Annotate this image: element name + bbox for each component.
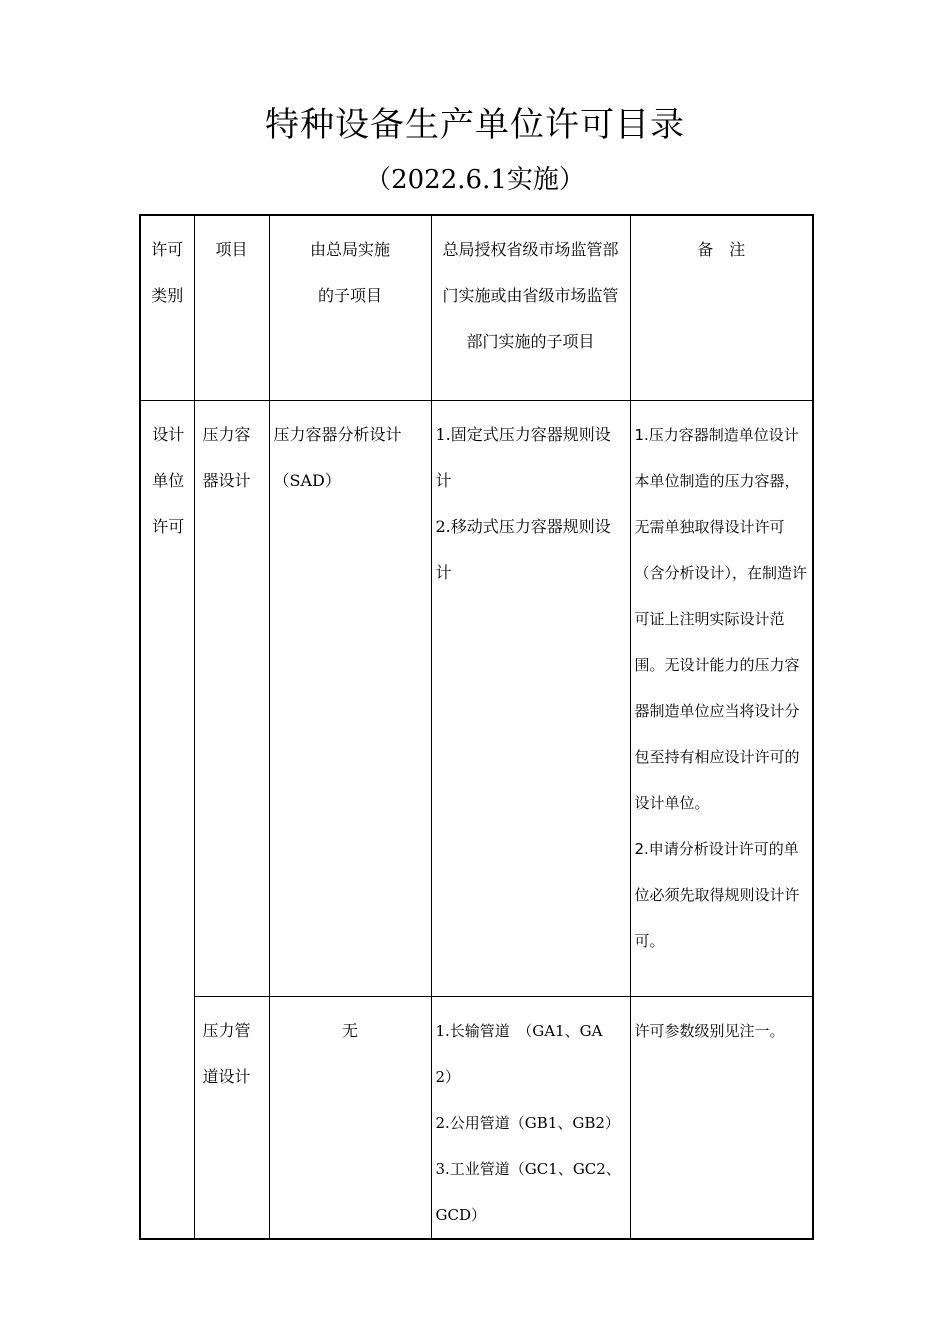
bureau-subitem-cell: 压力容器分析设计（SAD） bbox=[269, 401, 431, 997]
table-header-row bbox=[140, 215, 813, 401]
table-row bbox=[140, 401, 813, 997]
item-cell: 压力容 器设计 bbox=[194, 401, 269, 997]
provincial-subitem-cell: 1.固定式压力容器规则设计 2.移动式压力容器规则设计 bbox=[431, 401, 630, 997]
header-item: 项目 bbox=[194, 215, 269, 401]
remark-cell: 许可参数级别见注一。 bbox=[630, 997, 813, 1240]
item-cell: 压力管 道设计 bbox=[194, 997, 269, 1240]
page-title: 特种设备生产单位许可目录 bbox=[265, 105, 685, 145]
effective-date-subtitle: （2022.6.1实施） bbox=[365, 165, 585, 195]
header-bureau-subitems: 由总局实施 的子项目 bbox=[269, 215, 431, 401]
table-row bbox=[140, 997, 813, 1240]
header-provincial-subitems: 总局授权省级市场监管部门实施或由省级市场监管部门实施的子项目 bbox=[431, 215, 630, 401]
remark-cell: 1.压力容器制造单位设计本单位制造的压力容器，无需单独取得设计许可（含分析设计），在制造许可证上注明实际设计范围。无设计能力的压力容器制造单位应当将设计分包至持有相应设计许可的设计单位。 2.申请分析设计许可的单位必须先取得规则设计许可。 bbox=[630, 401, 813, 997]
header-license-category: 许可 类别 bbox=[140, 215, 194, 401]
provincial-subitem-cell: 1.长输管道 （GA1、GA2） 2.公用管道（GB1、GB2） 3.工业管道（GC1、GC2、GCD） bbox=[431, 997, 630, 1240]
header-remarks: 备 注 bbox=[630, 215, 813, 401]
bureau-subitem-cell: 无 bbox=[269, 997, 431, 1240]
license-catalog-table bbox=[139, 214, 814, 1240]
license-category-cell: 设计 单位 许可 bbox=[140, 401, 194, 1240]
